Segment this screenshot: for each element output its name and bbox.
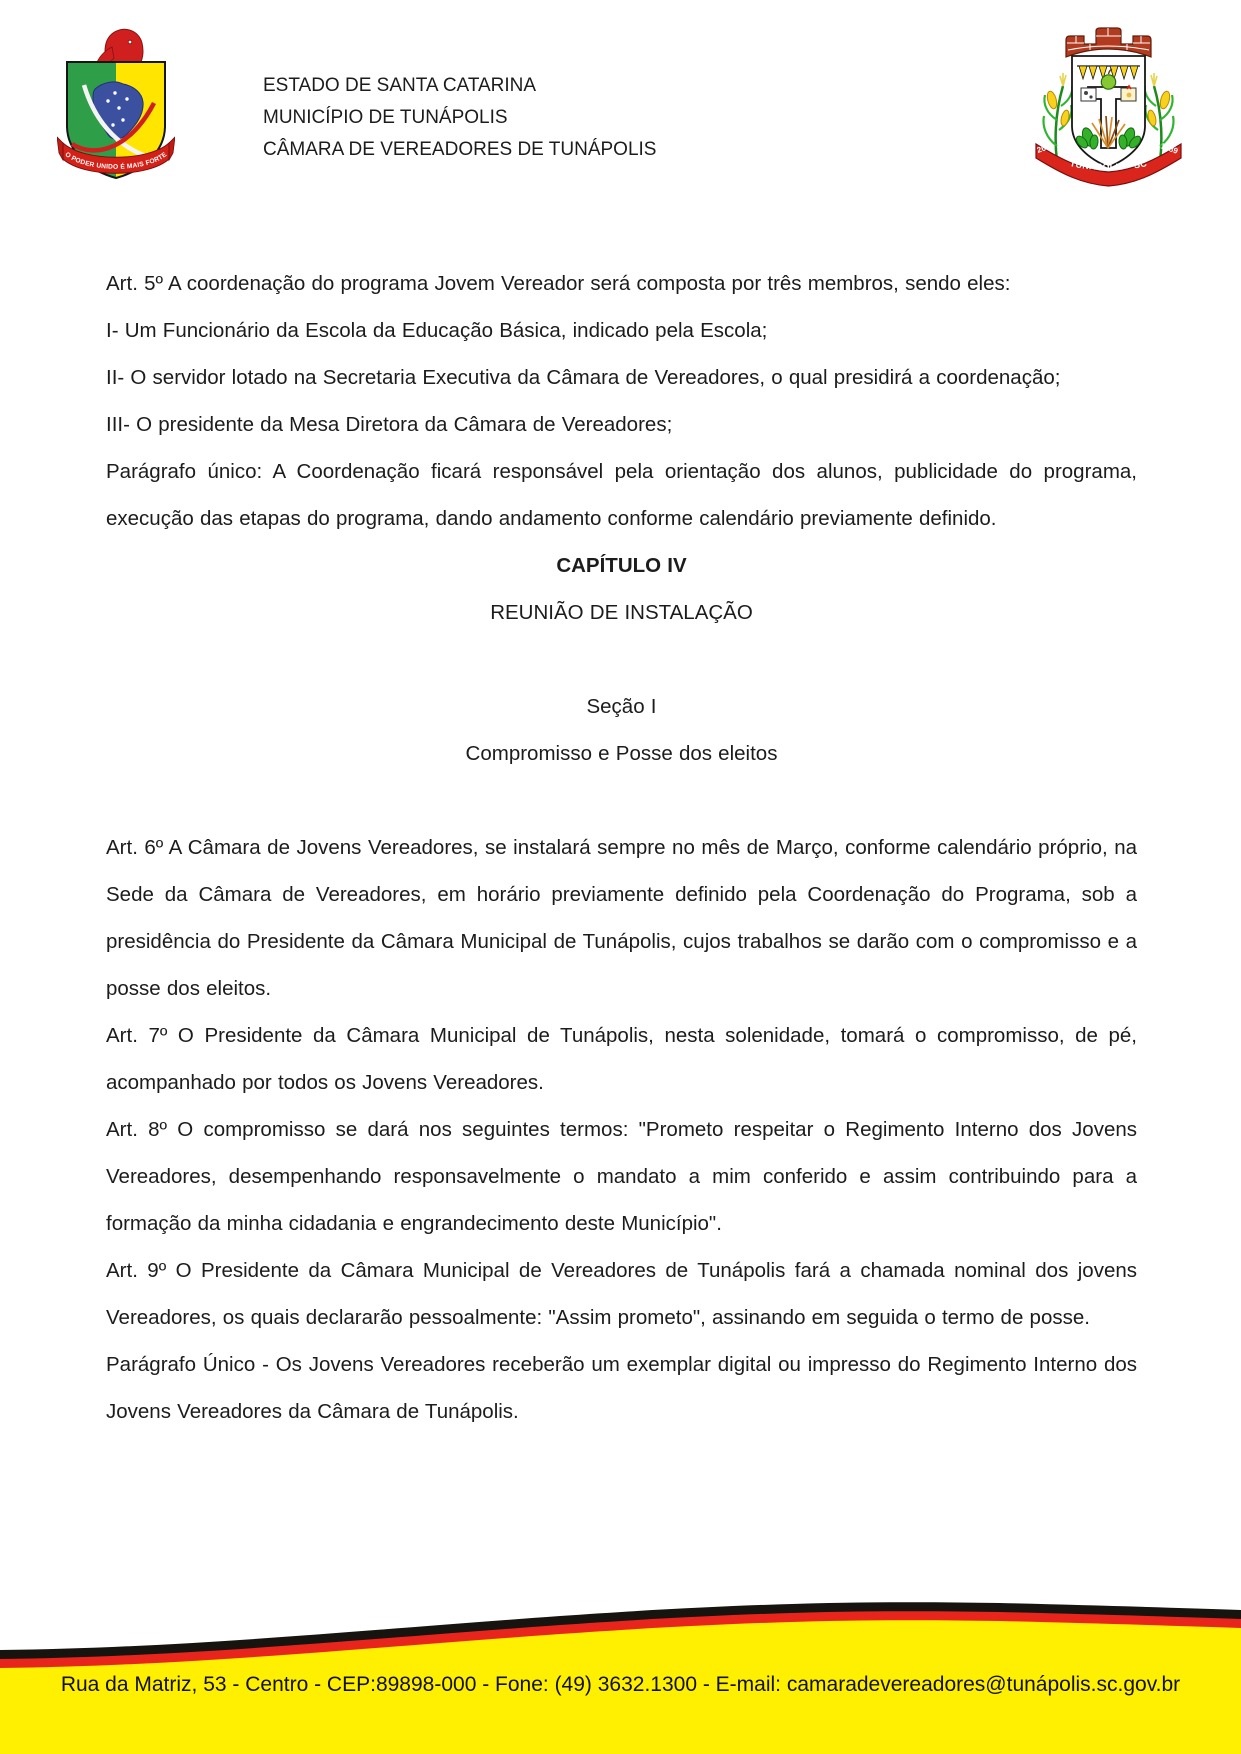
ribbon-center-text: TUNÁPOLIS • SC (1069, 158, 1148, 173)
paragraph: II- O servidor lotado na Secretaria Executiva da Câmara de Vereadores, o qual presidirá a coordenação; (106, 366, 1061, 389)
santa-catarina-coat-of-arms-icon (57, 27, 175, 185)
footer-address: Rua da Matriz, 53 - Centro - CEP:89898-000 - Fone: (49) 3632.1300 - E-mail: camaradevereadores@tunápolis.sc.gov.br (60, 1673, 1181, 1696)
paragraph: CAPÍTULO IV (556, 554, 687, 577)
footer-wave-decoration (0, 1560, 1241, 1754)
mural-crown (1066, 28, 1151, 57)
tunapolis-coat-of-arms-icon (1032, 26, 1185, 188)
header-line-state: ESTADO DE SANTA CATARINA (263, 75, 537, 96)
ribbon-left-text: 26-4 (1035, 141, 1054, 155)
ribbon-right-text: 1989 (1159, 141, 1180, 156)
paragraph: Compromisso e Posse dos eleitos (465, 742, 778, 765)
shield (1072, 56, 1145, 167)
chicken (1121, 86, 1136, 101)
apple (1101, 75, 1115, 89)
paragraph: Parágrafo único: A Coordenação ficará responsável pela orientação dos alunos, publicidade do programa, execução das etapas do programa, dando andamento conforme calendário previamente definido. (106, 460, 1137, 530)
header-title-block (263, 70, 656, 166)
paragraph: Art. 6º A Câmara de Jovens Vereadores, se instalará sempre no mês de Março, conforme calendário próprio, na Sede da Câmara de Vereadores, em horário previamente definido pela Coordenação do Programa, sob a presidência do Presidente da Câmara Municipal de Tunápolis, cujos trabalhos se darão com o compromisso e a posse dos eleitos. (106, 836, 1137, 1000)
paragraph: Parágrafo Único - Os Jovens Vereadores receberão um exemplar digital ou impresso do Regimento Interno dos Jovens Vereadores da Câmara de Tunápolis. (106, 1353, 1137, 1423)
paragraph: III- O presidente da Mesa Diretora da Câmara de Vereadores; (106, 413, 673, 436)
paragraph: I- Um Funcionário da Escola da Educação Básica, indicado pela Escola; (106, 319, 768, 342)
paragraph: Art. 9º O Presidente da Câmara Municipal de Vereadores de Tunápolis fará a chamada nominal dos jovens Vereadores, os quais declararão pessoalmente: "Assim prometo", assinando em seguida o termo de posse. (106, 1259, 1137, 1329)
header-line-chamber: CÂMARA DE VEREADORES DE TUNÁPOLIS (263, 139, 657, 160)
paragraph: Art. 7º O Presidente da Câmara Municipal de Tunápolis, nesta solenidade, tomará o compromisso, de pé, acompanhado por todos os Jovens Vereadores. (106, 1024, 1137, 1094)
paragraph: Art. 8º O compromisso se dará nos seguintes termos: "Prometo respeitar o Regimento Interno dos Jovens Vereadores, desempenhando responsavelmente o mandato a mim conferido e assim contribuindo para a formação da minha cidadania e engrandecimento deste Município". (106, 1118, 1137, 1235)
paragraph: REUNIÃO DE INSTALAÇÃO (490, 601, 753, 624)
header-line-municipality: MUNICÍPIO DE TUNÁPOLIS (263, 107, 508, 128)
motto-text: O PODER UNIDO É MAIS FORTE (63, 151, 169, 171)
cow (1081, 88, 1096, 101)
paragraph: Art. 5º A coordenação do programa Jovem Vereador será composta por três membros, sendo eles: (106, 272, 1011, 295)
document-body (106, 260, 1137, 1435)
paragraph: Seção I (586, 695, 657, 718)
